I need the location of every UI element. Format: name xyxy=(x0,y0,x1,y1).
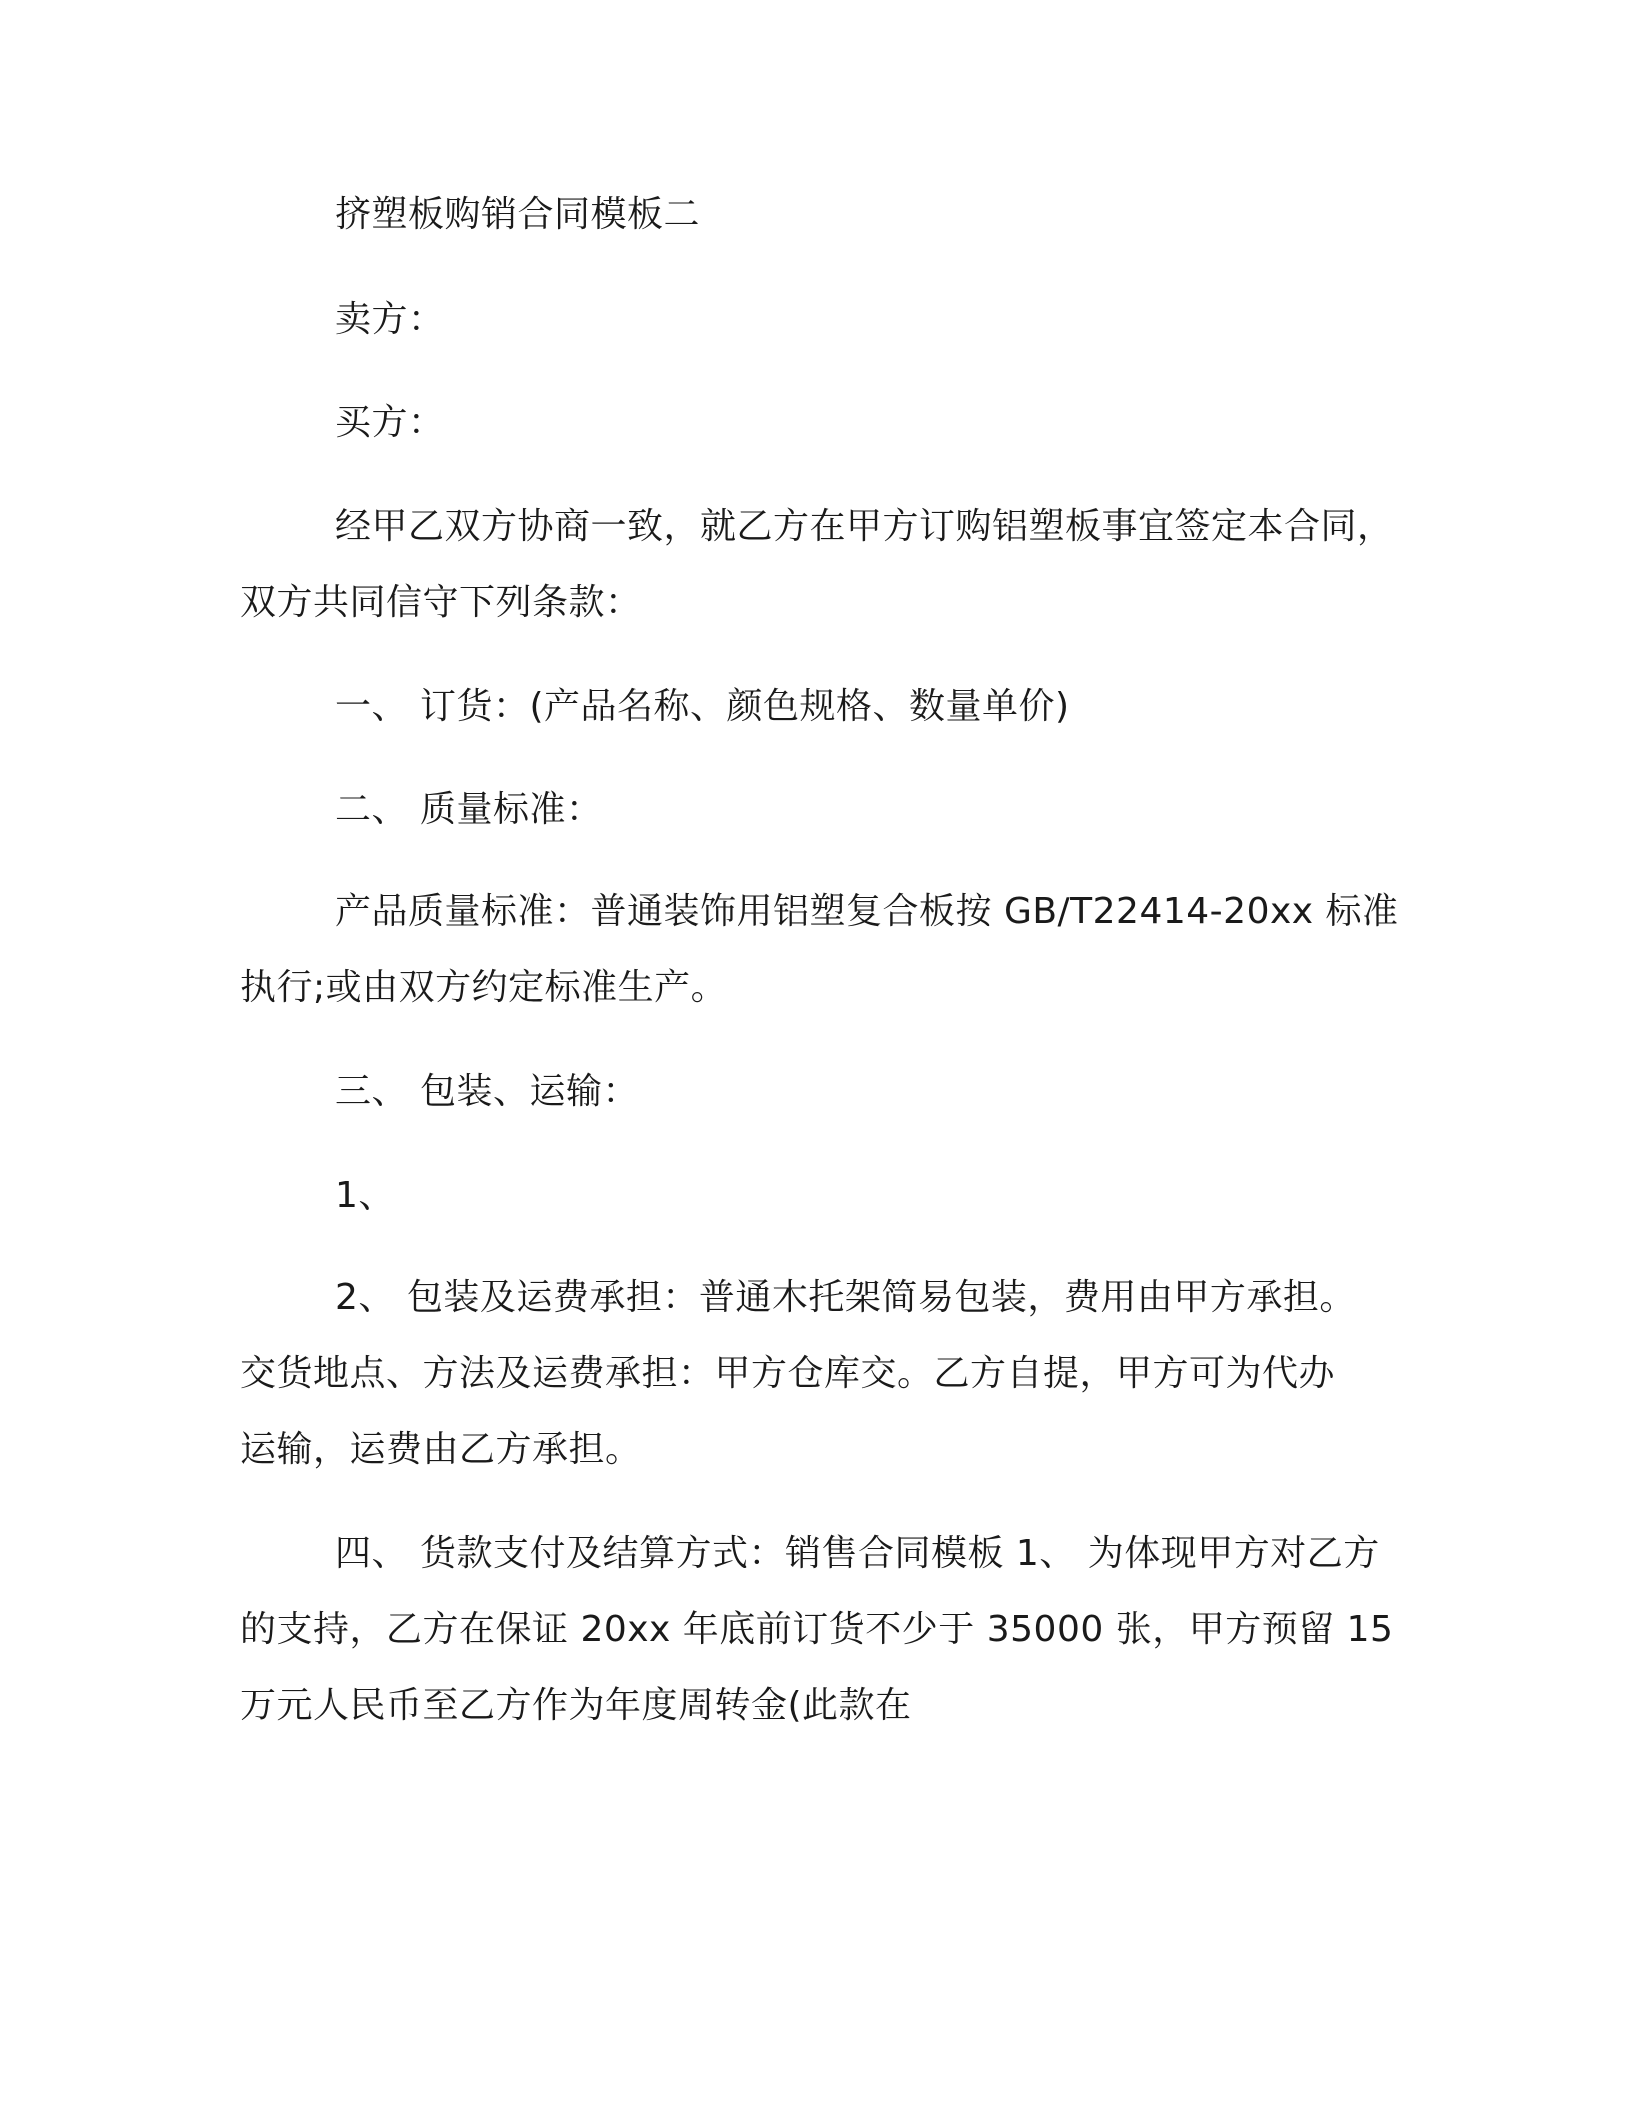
buyer-label: 买方： xyxy=(335,402,445,443)
section-4-line-1: 四、 货款支付及结算方式：销售合同模板 1、 为体现甲方对乙方 xyxy=(335,1533,1380,1574)
item-1: 1、 xyxy=(335,1175,395,1216)
seller-label: 卖方： xyxy=(335,299,445,340)
section-2-heading: 二、 质量标准： xyxy=(335,789,603,830)
item-2-line-2: 交货地点、方法及运费承担：甲方仓库交。乙方自提，甲方可为代办 xyxy=(240,1353,1336,1394)
section-4-line-3: 万元人民币至乙方作为年度周转金(此款在 xyxy=(240,1685,912,1726)
document-title: 挤塑板购销合同模板二 xyxy=(335,194,701,235)
item-2-line-1: 2、 包装及运费承担：普通木托架简易包装，费用由甲方承担。 xyxy=(335,1277,1356,1318)
section-4-line-2: 的支持，乙方在保证 20xx 年底前订货不少于 35000 张，甲方预留 15 xyxy=(240,1609,1394,1650)
item-2-line-3: 运输，运费由乙方承担。 xyxy=(240,1429,642,1470)
section-1-heading: 一、 订货：(产品名称、颜色规格、数量单价) xyxy=(335,686,1070,727)
quality-line-2: 执行;或由双方约定标准生产。 xyxy=(240,967,728,1008)
intro-line-1: 经甲乙双方协商一致，就乙方在甲方订购铝塑板事宜签定本合同， xyxy=(335,506,1394,547)
quality-line-1: 产品质量标准：普通装饰用铝塑复合板按 GB/T22414-20xx 标准 xyxy=(335,891,1399,932)
section-3-heading: 三、 包装、运输： xyxy=(335,1071,639,1112)
intro-line-2: 双方共同信守下列条款： xyxy=(240,582,642,623)
